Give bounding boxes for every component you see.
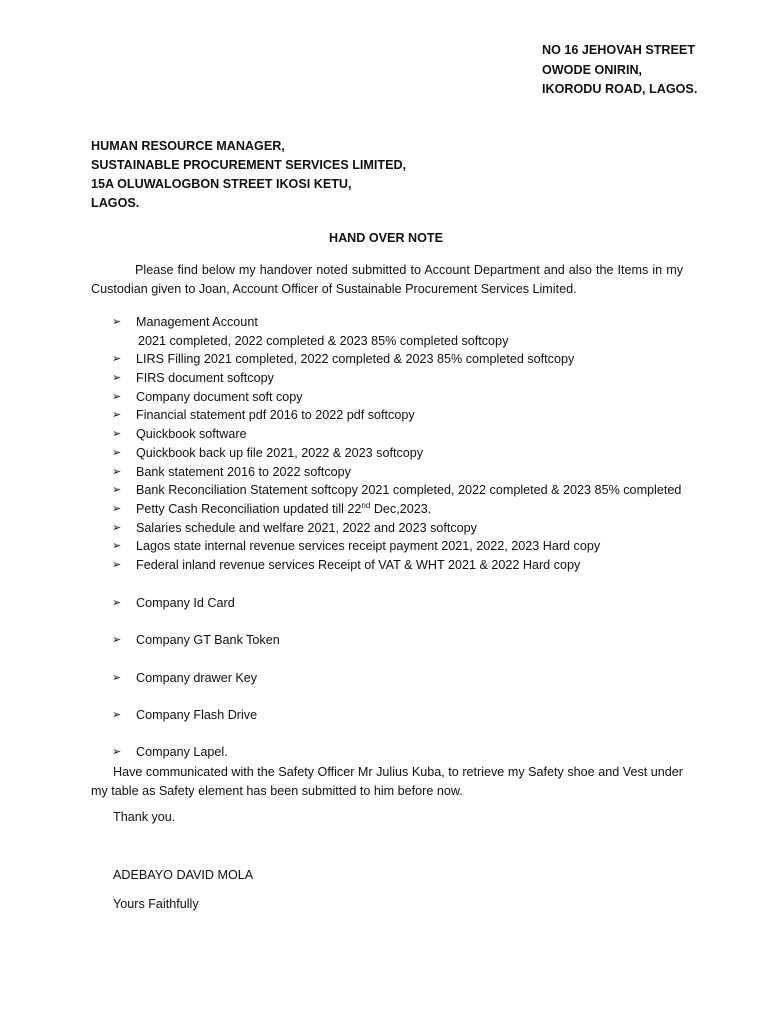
list-item: ➢ Company Flash Drive bbox=[112, 706, 712, 743]
arrow-bullet-icon: ➢ bbox=[112, 484, 122, 497]
arrow-bullet-icon: ➢ bbox=[112, 428, 122, 441]
arrow-bullet-icon: ➢ bbox=[112, 597, 122, 609]
company-items-list bbox=[112, 594, 712, 780]
list-item: ➢ Federal inland revenue services Receipt of VAT & WHT 2021 & 2022 Hard copy bbox=[112, 556, 712, 575]
arrow-bullet-icon: ➢ bbox=[112, 521, 122, 534]
arrow-bullet-icon: ➢ bbox=[112, 409, 122, 422]
arrow-bullet-icon: ➢ bbox=[112, 372, 122, 385]
recipient-line-3: 15A OLUWALOGBON STREET IKOSI KETU, bbox=[91, 177, 352, 191]
sender-address bbox=[542, 41, 697, 100]
recipient-line-1: HUMAN RESOURCE MANAGER, bbox=[91, 139, 285, 153]
list-item: ➢ Quickbook back up file 2021, 2022 & 2023 softcopy bbox=[112, 444, 712, 463]
list-item: ➢ Petty Cash Reconciliation updated till 22nd Dec,2023. bbox=[112, 500, 712, 519]
recipient-line-2: SUSTAINABLE PROCUREMENT SERVICES LIMITED, bbox=[91, 158, 407, 172]
list-item: ➢ Quickbook software bbox=[112, 425, 712, 444]
arrow-bullet-icon: ➢ bbox=[112, 446, 122, 459]
list-item: ➢ Bank Reconciliation Statement softcopy 2021 completed, 2022 completed & 2023 85% completed bbox=[112, 481, 712, 500]
arrow-bullet-icon: ➢ bbox=[112, 558, 122, 571]
sender-line-3: IKORODU ROAD, LAGOS. bbox=[542, 82, 698, 96]
ordinal-suffix: nd bbox=[361, 500, 371, 510]
list-item: ➢ Salaries schedule and welfare 2021, 2022 and 2023 softcopy bbox=[112, 519, 712, 538]
arrow-bullet-icon: ➢ bbox=[112, 671, 122, 684]
recipient-line-4: LAGOS. bbox=[91, 196, 140, 210]
arrow-bullet-icon: ➢ bbox=[112, 746, 122, 759]
letter-title: HAND OVER NOTE bbox=[328, 231, 444, 245]
list-item: ➢ Company Lapel. bbox=[112, 743, 712, 780]
arrow-bullet-icon: ➢ bbox=[112, 502, 122, 515]
arrow-bullet-icon: ➢ bbox=[112, 390, 122, 403]
closing-text: Have communicated with the Safety Officer Mr Julius Kuba, to retrieve my Safety shoe and Vest under my table as Safety element has been submitted to him before now. bbox=[91, 765, 683, 798]
arrow-bullet-icon: ➢ bbox=[112, 353, 122, 366]
thanks-line: Thank you. bbox=[113, 810, 176, 824]
intro-paragraph bbox=[91, 261, 683, 298]
sign-off: Yours Faithfully bbox=[113, 897, 199, 911]
list-item: ➢ Company Id Card bbox=[112, 594, 712, 631]
list-item: ➢ FIRS document softcopy bbox=[112, 369, 712, 388]
recipient-address bbox=[91, 137, 406, 213]
arrow-bullet-icon: ➢ bbox=[112, 634, 122, 647]
arrow-bullet-icon: ➢ bbox=[112, 316, 122, 328]
arrow-bullet-icon: ➢ bbox=[112, 465, 122, 478]
sender-line-2: OWODE ONIRIN, bbox=[542, 62, 643, 77]
sender-line-1: NO 16 JEHOVAH STREET bbox=[542, 43, 696, 57]
list-item: ➢ Lagos state internal revenue services receipt payment 2021, 2022, 2023 Hard copy bbox=[112, 537, 712, 556]
closing-paragraph bbox=[91, 763, 683, 800]
list-item: ➢ Bank statement 2016 to 2022 softcopy bbox=[112, 463, 712, 482]
intro-text: Please find below my handover noted submitted to Account Department and also the Items in my Custodian given to Joan, Account Officer of Sustainable Procurement Services Limited. bbox=[91, 263, 683, 296]
list-item: ➢ Management Account bbox=[112, 313, 712, 332]
arrow-bullet-icon: ➢ bbox=[112, 708, 122, 721]
arrow-bullet-icon: ➢ bbox=[112, 540, 122, 553]
list-item-continuation: 2021 completed, 2022 completed & 2023 85% completed softcopy bbox=[138, 333, 509, 348]
list-item: ➢ Financial statement pdf 2016 to 2022 pdf softcopy bbox=[112, 406, 712, 425]
handover-items-list bbox=[112, 313, 712, 575]
list-item: ➢ Company GT Bank Token bbox=[112, 631, 712, 668]
list-item: ➢ Company drawer Key bbox=[112, 669, 712, 706]
signatory-name: ADEBAYO DAVID MOLA bbox=[113, 868, 254, 882]
list-item: ➢ LIRS Filling 2021 completed, 2022 completed & 2023 85% completed softcopy bbox=[112, 350, 712, 369]
list-item: ➢ Company document soft copy bbox=[112, 388, 712, 407]
